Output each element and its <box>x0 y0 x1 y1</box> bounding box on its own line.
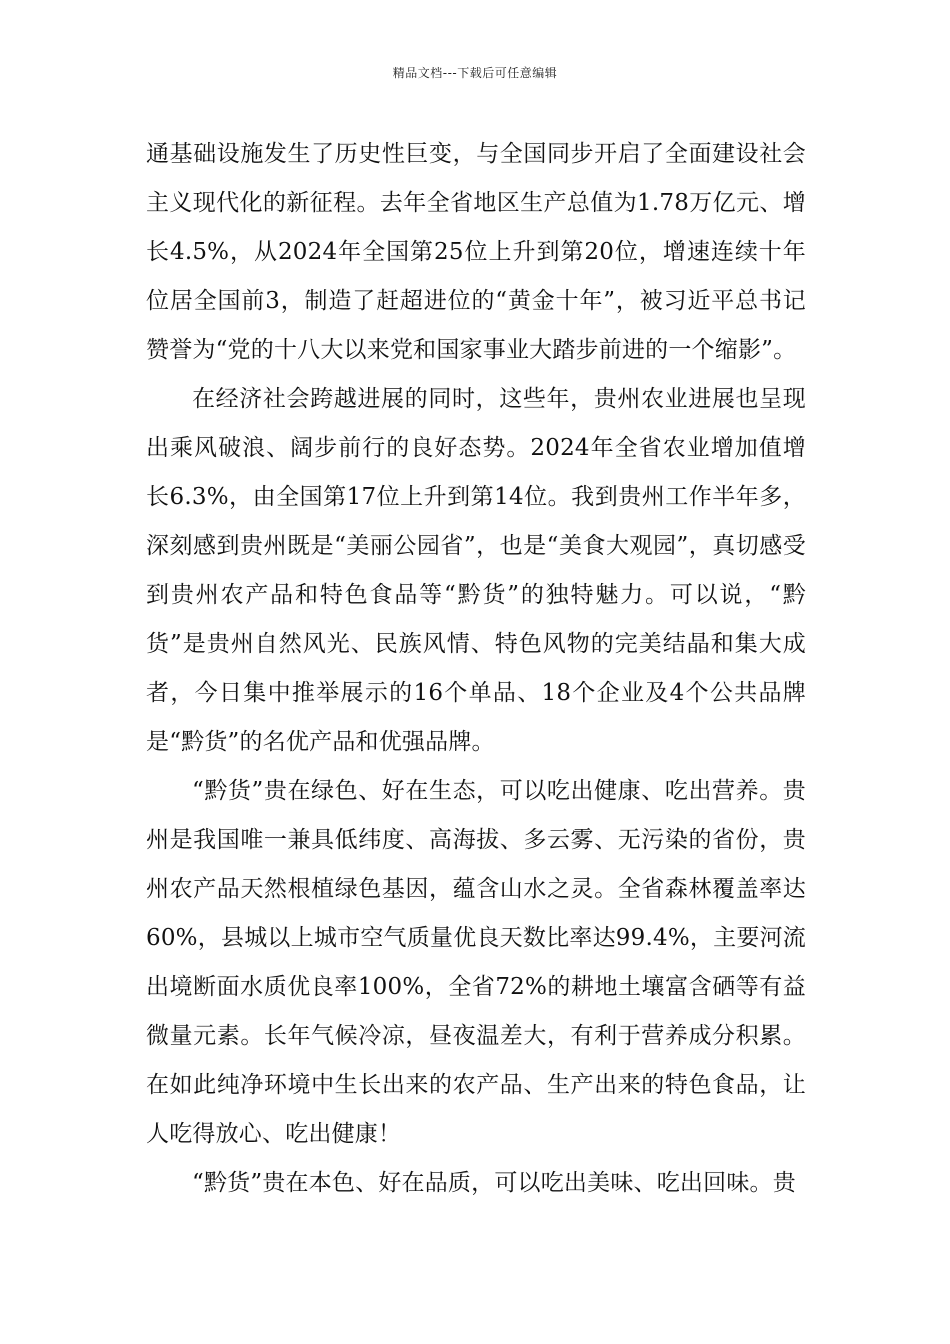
paragraph-1: 通基础设施发生了历史性巨变，与全国同步开启了全面建设社会主义现代化的新征程。去年全省地区生产总值为1.78万亿元、增长4.5%，从2024年全国第25位上升到第20位，增速连续十年位居全国前3，制造了赶超进位的“黄金十年”，被习近平总书记赞誉为“党的十八大以来党和国家事业大踏步前进的一个缩影”。 <box>146 141 806 363</box>
paragraph-4: “黔货”贵在本色、好在品质，可以吃出美味、吃出回味。贵 <box>192 1170 796 1196</box>
page-header: 精品文档---下载后可任意编辑 <box>392 66 558 80</box>
document-body <box>146 130 806 1208</box>
paragraph-3: “黔货”贵在绿色、好在生态，可以吃出健康、吃出营养。贵州是我国唯一兼具低纬度、高海拔、多云雾、无污染的省份，贵州农产品天然根植绿色基因，蕴含山水之灵。全省森林覆盖率达60%，县城以上城市空气质量优良天数比率达99.4%，主要河流出境断面水质优良率100%，全省72%的耕地土壤富含硒等有益微量元素。长年气候冷凉，昼夜温差大，有利于营养成分积累。在如此纯净环境中生长出来的农产品、生产出来的特色食品，让人吃得放心、吃出健康！ <box>146 778 806 1147</box>
paragraph-2: 在经济社会跨越进展的同时，这些年，贵州农业进展也呈现出乘风破浪、阔步前行的良好态势。2024年全省农业增加值增长6.3%，由全国第17位上升到第14位。我到贵州工作半年多，深刻感到贵州既是“美丽公园省”，也是“美食大观园”，真切感受到贵州农产品和特色食品等“黔货”的独特魅力。可以说，“黔货”是贵州自然风光、民族风情、特色风物的完美结晶和集大成者，今日集中推举展示的16个单品、18个企业及4个公共品牌是“黔货”的名优产品和优强品牌。 <box>146 386 806 755</box>
